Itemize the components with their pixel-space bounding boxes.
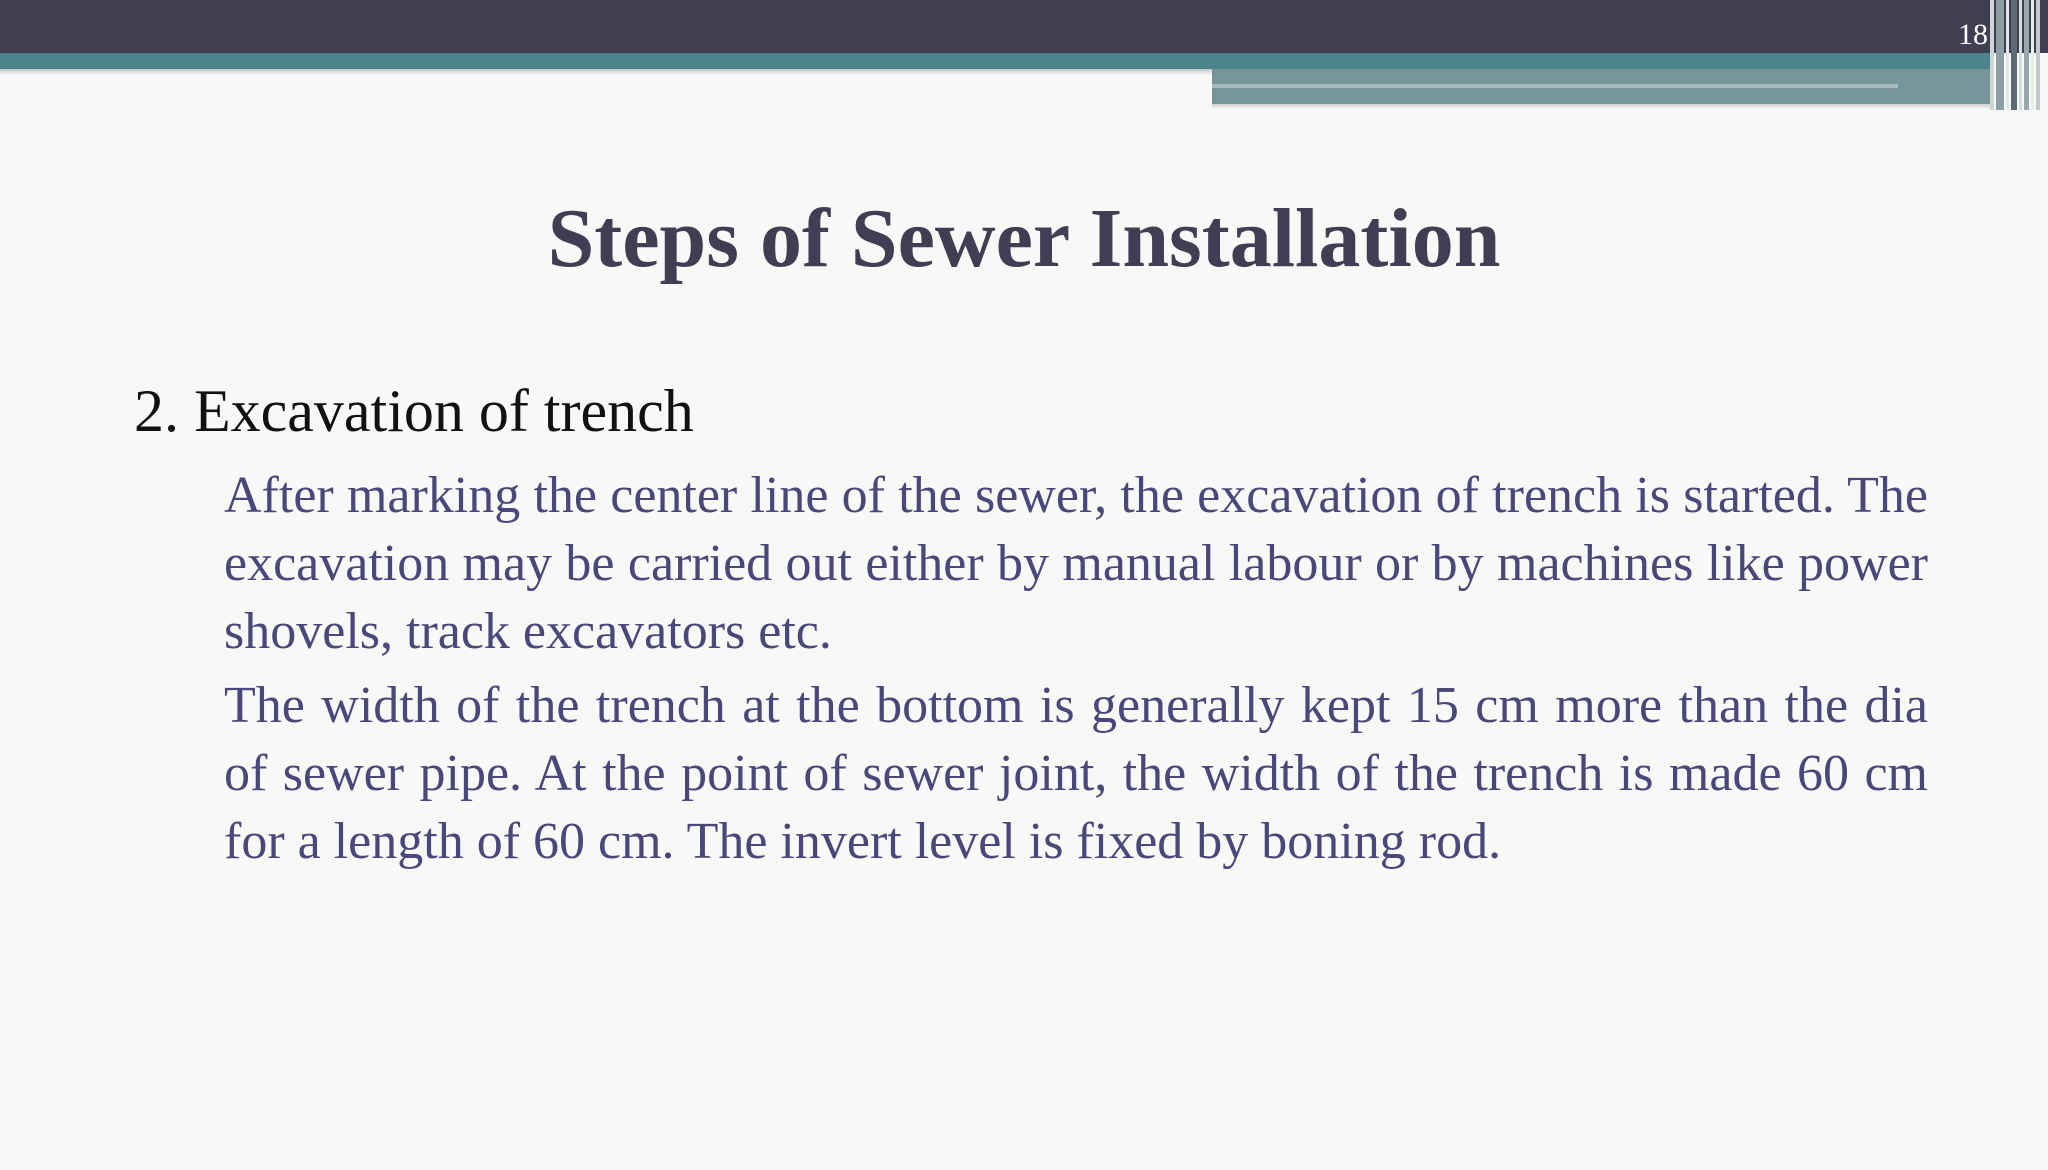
decorative-stripe xyxy=(2006,0,2009,110)
decorative-stripe xyxy=(2031,0,2034,110)
header-accent-strip xyxy=(0,53,1990,69)
slide-title: Steps of Sewer Installation xyxy=(547,192,1501,285)
body-paragraph: The width of the trench at the bottom is generally kept 15 cm more than the dia of sewer pipe. At the point of sewer joint, the width of the trench is made 60 cm for a length of 60 cm. The invert level is fixed by boning rod. xyxy=(224,677,1928,870)
section-heading: 2. Excavation of trench xyxy=(134,378,694,444)
decorative-stripe xyxy=(2024,0,2029,110)
header-accent-line xyxy=(1212,84,1898,88)
decorative-stripe xyxy=(1990,0,1994,110)
header-accent-tab-shadow xyxy=(1212,104,1990,109)
body-paragraph: After marking the center line of the sewer, the excavation of trench is started. The excavation may be carried out either by manual labour or by machines like power shovels, track excavators etc. xyxy=(224,467,1928,660)
decorative-stripe xyxy=(2036,0,2040,110)
header-bar xyxy=(0,0,2048,53)
page-number: 18 xyxy=(1958,18,1988,51)
decorative-stripe xyxy=(1996,0,2004,110)
decorative-stripe xyxy=(2011,0,2017,110)
decorative-stripe xyxy=(2019,0,2022,110)
